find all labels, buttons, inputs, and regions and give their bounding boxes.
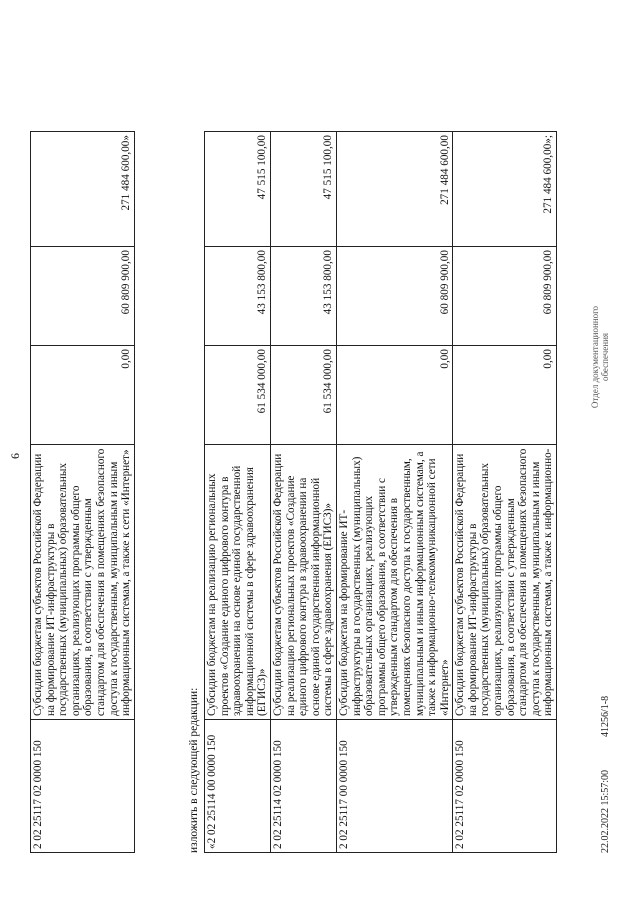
table-cell-code: 2 02 25117 02 0000 150 — [453, 720, 557, 853]
table-cell-code: «2 02 25114 00 0000 150 — [205, 720, 271, 853]
table-cell-value: 47 515 100,00 — [205, 132, 271, 247]
table-cell-value: 0,00 — [31, 346, 135, 445]
department-stamp — [590, 287, 610, 427]
table-cell-value: 43 153 800,00 — [205, 247, 271, 346]
table-row — [31, 132, 135, 853]
table-cell-value: 271 484 600,00»; — [453, 132, 557, 247]
table-cell-code: 2 02 25117 02 0000 150 — [31, 720, 135, 853]
footer-date: 22.02.2022 15:57:00 — [600, 769, 611, 853]
table-cell-description: Субсидии бюджетам на формирование ИТ-инфраструктуры в государственных (муниципальных) образовательных организациях, реализующих программы общего образования, в соответствии с утвержденным стандартом для обеспечения в помещениях безопасного доступа к государственным, муниципальным и иным информационным системам, а также к информационно-телекоммуникационной сети «Интернет» — [336, 445, 452, 720]
stamp-line: Отдел документационного — [590, 305, 600, 409]
table-cell-value: 0,00 — [453, 346, 557, 445]
page-number: 6 — [8, 453, 22, 459]
table-cell-value: 60 809 900,00 — [336, 247, 452, 346]
table-row — [453, 132, 557, 853]
table-row — [336, 132, 452, 853]
table-cell-code: 2 02 25114 02 0000 150 — [270, 720, 336, 853]
table-cell-value: 61 534 000,00 — [270, 346, 336, 445]
table-cell-description: Субсидии бюджетам субъектов Российской Федерации на формирование ИТ-инфраструктуры в государственных (муниципальных) образовательных организациях, реализующих программы общего образования, в соответствии с утвержденным стандартом для обеспечения в помещениях безопасного доступа к государственным, муниципальным и иным информационным системам, а также к информационно- — [453, 445, 557, 720]
top-table — [30, 131, 135, 853]
table-cell-description: Субсидии бюджетам субъектов Российской Федерации на реализацию региональных проектов «Создание единого цифрового контура в здравоохранении на основе единой государственной информационной системы в сфере здравоохранения (ЕГИСЗ)» — [270, 445, 336, 720]
table-cell-value: 0,00 — [336, 346, 452, 445]
table-cell-code: 2 02 25117 00 0000 150 — [336, 720, 452, 853]
instruction-text: изложить в следующей редакции: — [188, 687, 200, 853]
table-cell-value: 271 484 600,00» — [31, 132, 135, 247]
stamp-line: обеспечения — [600, 332, 610, 382]
footer-doc-id: 41256/1-8 — [600, 695, 611, 737]
table-row — [270, 132, 336, 853]
table-cell-value: 61 534 000,00 — [205, 346, 271, 445]
table-cell-value: 60 809 900,00 — [453, 247, 557, 346]
table-cell-value: 60 809 900,00 — [31, 247, 135, 346]
amended-table — [204, 131, 557, 853]
table-cell-description: Субсидии бюджетам на реализацию региональных проектов «Создание единого цифрового контура в здравоохранении на основе единой государственной информационной системы в сфере здравоохранения (ЕГИСЗ)» — [205, 445, 271, 720]
table-cell-value: 47 515 100,00 — [270, 132, 336, 247]
table-cell-description: Субсидии бюджетам субъектов Российской Федерации на формирование ИТ-инфраструктуры в государственных (муниципальных) образовательных организациях, реализующих программы общего образования, в соответствии с утвержденным стандартом для обеспечения в помещениях безопасного доступа к государственным, муниципальным и иным информационным системам, а также к сети «Интернет» — [31, 445, 135, 720]
table-cell-value: 271 484 600,00 — [336, 132, 452, 247]
table-row — [205, 132, 271, 853]
table-cell-value: 43 153 800,00 — [270, 247, 336, 346]
